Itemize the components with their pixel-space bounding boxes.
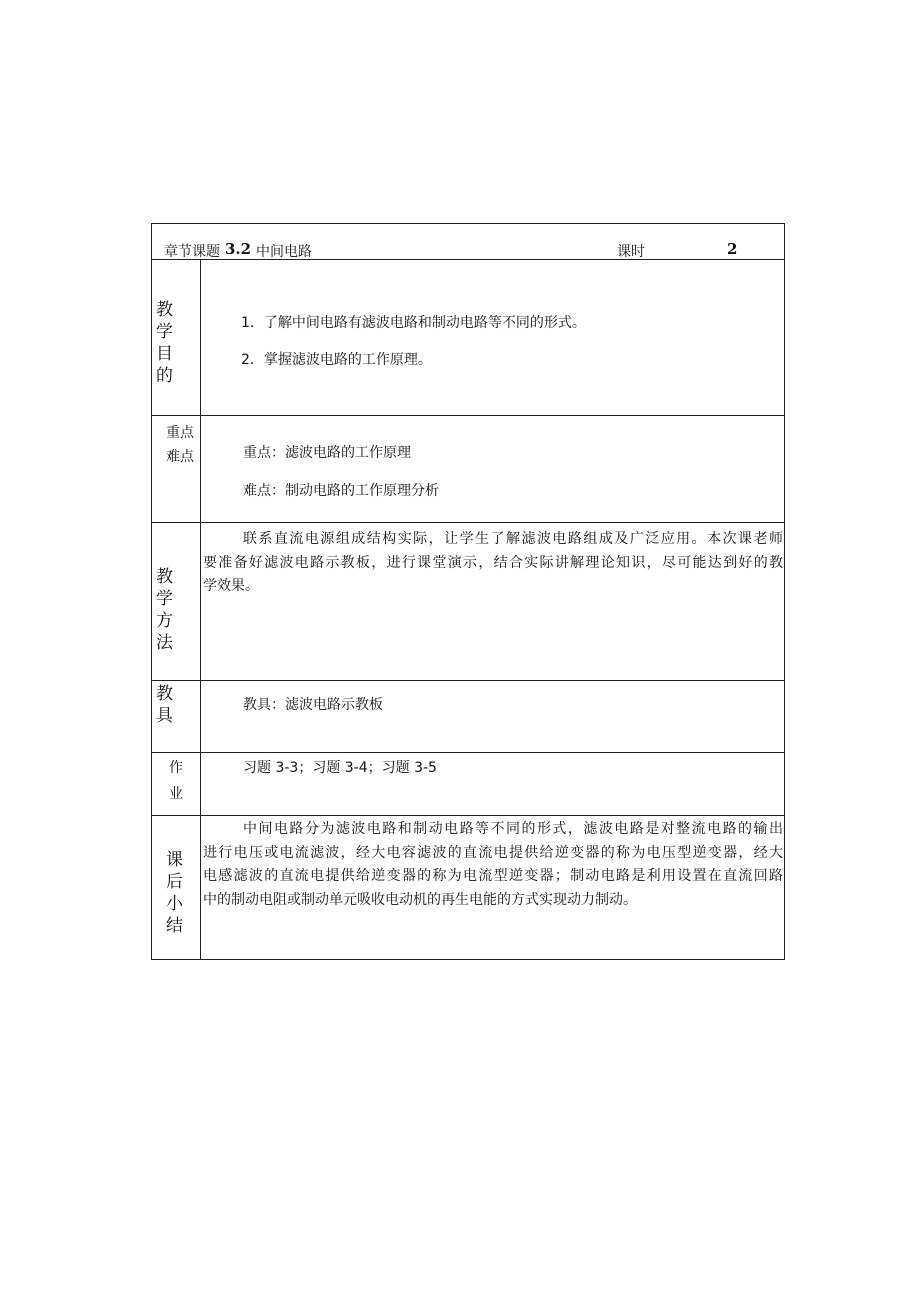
label-char: 小 [166,894,183,914]
label-key: 重点 [166,425,194,441]
lesson-plan-table [151,223,785,960]
method-label [152,523,201,681]
summary-body [201,816,784,960]
homework-body [201,753,784,816]
tools-label [152,681,201,753]
method-line: 学效果。 [203,578,259,594]
topic-label: 章节课题 [164,244,220,260]
method-body [201,523,784,681]
label-char: 课 [166,850,183,870]
method-line: 联系直流电源组成结构实际，让学生了解滤波电路组成及广泛应用。本次课老师 [243,531,783,547]
summary-line: 进行电压或电流滤波，经大电容滤波的直流电提供给逆变器的称为电压型逆变器，经大 [203,844,783,861]
hours-value: 2 [727,240,738,258]
objective-item: 2．掌握滤波电路的工作原理。 [241,352,432,368]
label-char: 业 [169,786,183,802]
summary-row [152,815,784,960]
label-char: 作 [169,760,183,776]
label-char: 教 [156,684,173,704]
label-char: 具 [156,706,173,726]
objectives-label [152,260,201,416]
tools-text: 教具：滤波电路示教板 [243,697,383,713]
label-char: 教 [156,300,173,320]
objective-item: 1．了解中间电路有滤波电路和制动电路等不同的形式。 [241,315,586,331]
header-row [152,224,784,259]
label-char: 方 [156,611,173,631]
topic-number: 3.2 [225,240,252,258]
label-difficult: 难点 [166,449,194,465]
key-points-body [201,416,784,523]
hours-label: 课时 [617,244,645,260]
tools-body [201,681,784,753]
summary-line: 中间电路分为滤波电路和制动电路等不同的形式，滤波电路是对整流电路的输出 [243,821,783,837]
summary-line: 中的制动电阻或制动单元吸收电动机的再生电能的方式实现动力制动。 [203,891,637,908]
objectives-row [152,259,784,416]
homework-label [152,753,201,816]
key-points-row [152,415,784,523]
label-char: 的 [156,366,173,386]
objectives-body [201,260,784,416]
key-point-text: 重点：滤波电路的工作原理 [243,445,411,461]
label-char: 学 [156,322,173,342]
method-line: 要准备好滤波电路示教板，进行课堂演示，结合实际讲解理论知识，尽可能达到好的教 [203,554,783,571]
label-char: 后 [166,872,183,892]
key-points-label [152,416,201,523]
homework-row [152,752,784,816]
topic-title: 中间电路 [256,244,312,260]
homework-text: 习题 3-3；习题 3-4；习题 3-5 [243,760,437,776]
header-cell [152,224,784,259]
summary-label [152,816,201,960]
summary-line: 电感滤波的直流电提供给逆变器的称为电流型逆变器；制动电路是利用设置在直流回路 [203,868,783,884]
label-char: 法 [156,633,173,653]
tools-row [152,680,784,753]
method-row [152,522,784,681]
label-char: 学 [156,589,173,609]
difficult-point-text: 难点：制动电路的工作原理分析 [243,483,439,499]
label-char: 教 [156,567,173,587]
label-char: 目 [156,344,173,364]
label-char: 结 [166,916,183,936]
